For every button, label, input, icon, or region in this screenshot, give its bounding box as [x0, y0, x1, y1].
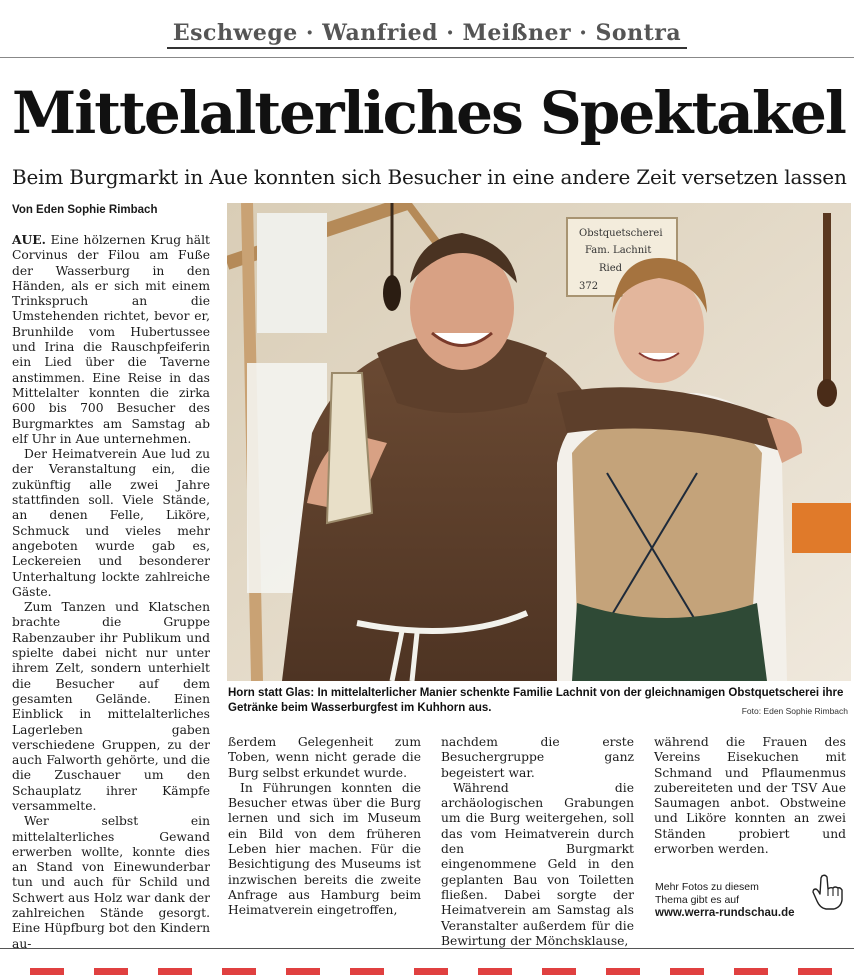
paragraph: Der Heimatverein Aue lud zu der Veranstaltung ein, die zukünftig alle zwei Jahre stattfinden soll. Viele Stände, an denen Felle, Liköre, Schmuck und vieles mehr angeboten wurde gab es, Leckereien und besonderer Unterhaltung lockte zahlreiche Gäste.: [12, 447, 210, 599]
subheadline: Beim Burgmarkt in Aue konnten sich Besucher in eine andere Zeit versetzen lassen: [12, 165, 847, 189]
top-divider: [0, 57, 854, 58]
headline: Mittelalterliches Spektakel: [12, 79, 845, 147]
more-photos-line-2: Thema gibt es auf: [655, 894, 740, 906]
stripe: [414, 968, 448, 975]
article-column-3: [441, 735, 634, 949]
stripe: [30, 968, 64, 975]
sign-line-3: Ried: [599, 263, 623, 274]
paragraph: Zum Tanzen und Klatschen brachte die Gruppe Rabenzauber ihr Publikum und spielte dabei nicht nur unter ihrem Zelt, sondern unterhielt die Besucher auf dem gesamten Gelände. Einen Einblick in mittelalterliches Lagerleben gaben verschiedene Gruppen, zu der auch Falworth gehörte, und die die Zuschauer um den Schauplatz ihrer Kämpfe versammelte.: [12, 600, 210, 813]
paragraph: Während die archäologischen Grabungen um die Burg weitergehen, soll das vom Heimatverein durch den Burgmarkt eingenommene Geld in den geplanten Bau von Toiletten fließen. Dabei sorgte der Heimatverein am Samstag als Veranstalter außerdem für die Bewirtung der Mönchsklause,: [441, 780, 634, 948]
more-photos-line-1: Mehr Fotos zu diesem: [655, 881, 759, 893]
stripe: [158, 968, 192, 975]
section-header: [0, 20, 854, 49]
stripe: [94, 968, 128, 975]
paragraph-text: Eine hölzernen Krug hält Corvinus der Filou am Fuße der Wasserburg in den Händen, als er sich mit einem Trinkspruch an die Umstehenden richtet, bevor er, Brunhilde vom Hubertussee und Irina die Rauschpfeiferin ein Lied über die Taverne anstimmen. Eine Reise in das Mittelalter konnten die zirka 600 bis 700 Besucher des Burgmarktes am Samstag ab elf Uhr in Aue unternehmen.: [12, 233, 210, 446]
paragraph: während die Frauen des Vereins Eisekuchen mit Schmand und Pflaumenmus zubereiteten und der TSV Aue Saumagen anbot. Obstweine und Liköre konnten an zwei Ständen probiert und erworben werden.: [654, 735, 846, 857]
paragraph: In Führungen konnten die Besucher etwas über die Burg lernen und sich im Museum ein Bild von dem früheren Leben hier machen. Für die Besichtigung des Museums ist inzwischen bereits die zweite Anfrage aus Hamburg beim Heimatverein eingetroffen,: [228, 780, 421, 918]
sign-line-4: 372: [579, 281, 599, 292]
sign-line-1: Obstquetscherei: [579, 228, 663, 239]
stripe: [222, 968, 256, 975]
paragraph: nachdem die erste Besuchergruppe ganz begeistert war.: [441, 735, 634, 780]
stripe: [670, 968, 704, 975]
sign-line-2: Fam. Lachnit: [585, 245, 652, 256]
dateline: AUE.: [12, 232, 46, 247]
stripe: [798, 968, 832, 975]
stripe: [350, 968, 384, 975]
stripe: [542, 968, 576, 975]
pointing-hand-icon: [808, 872, 848, 912]
more-photos-box: [655, 881, 805, 920]
paragraph: ßerdem Gelegenheit zum Toben, wenn nicht gerade die Burg selbst erkundet wurde.: [228, 735, 421, 780]
stripe: [478, 968, 512, 975]
article-photo: [227, 203, 851, 681]
section-header-text: Eschwege · Wanfried · Meißner · Sontra: [167, 20, 687, 49]
article-column-4: [654, 735, 846, 857]
bottom-divider: [0, 948, 854, 949]
article-column-1: [12, 232, 210, 952]
stripe: [734, 968, 768, 975]
stripe: [286, 968, 320, 975]
stripe: [606, 968, 640, 975]
website-link[interactable]: www.werra-rundschau.de: [655, 907, 795, 919]
byline: Von Eden Sophie Rimbach: [12, 204, 158, 216]
color-stripes: [0, 968, 854, 975]
paragraph: Wer selbst ein mittelalterliches Gewand erwerben wollte, konnte dies an Stand von Einewunderbar tun und auch für Schild und Schwert aus Holz war dank der zahlreichen Stände gesorgt. Eine Hüpfburg bot den Kindern au-: [12, 814, 210, 951]
photo-caption: Horn statt Glas: In mittelalterlicher Manier schenkte Familie Lachnit von der gleichnamigen Obstquetscherei ihre Getränke beim Wasserburgfest im Kuhhorn aus.: [228, 687, 844, 714]
photo-credit: Foto: Eden Sophie Rimbach: [741, 706, 848, 716]
article-column-2: [228, 735, 421, 919]
paragraph: [12, 232, 210, 447]
